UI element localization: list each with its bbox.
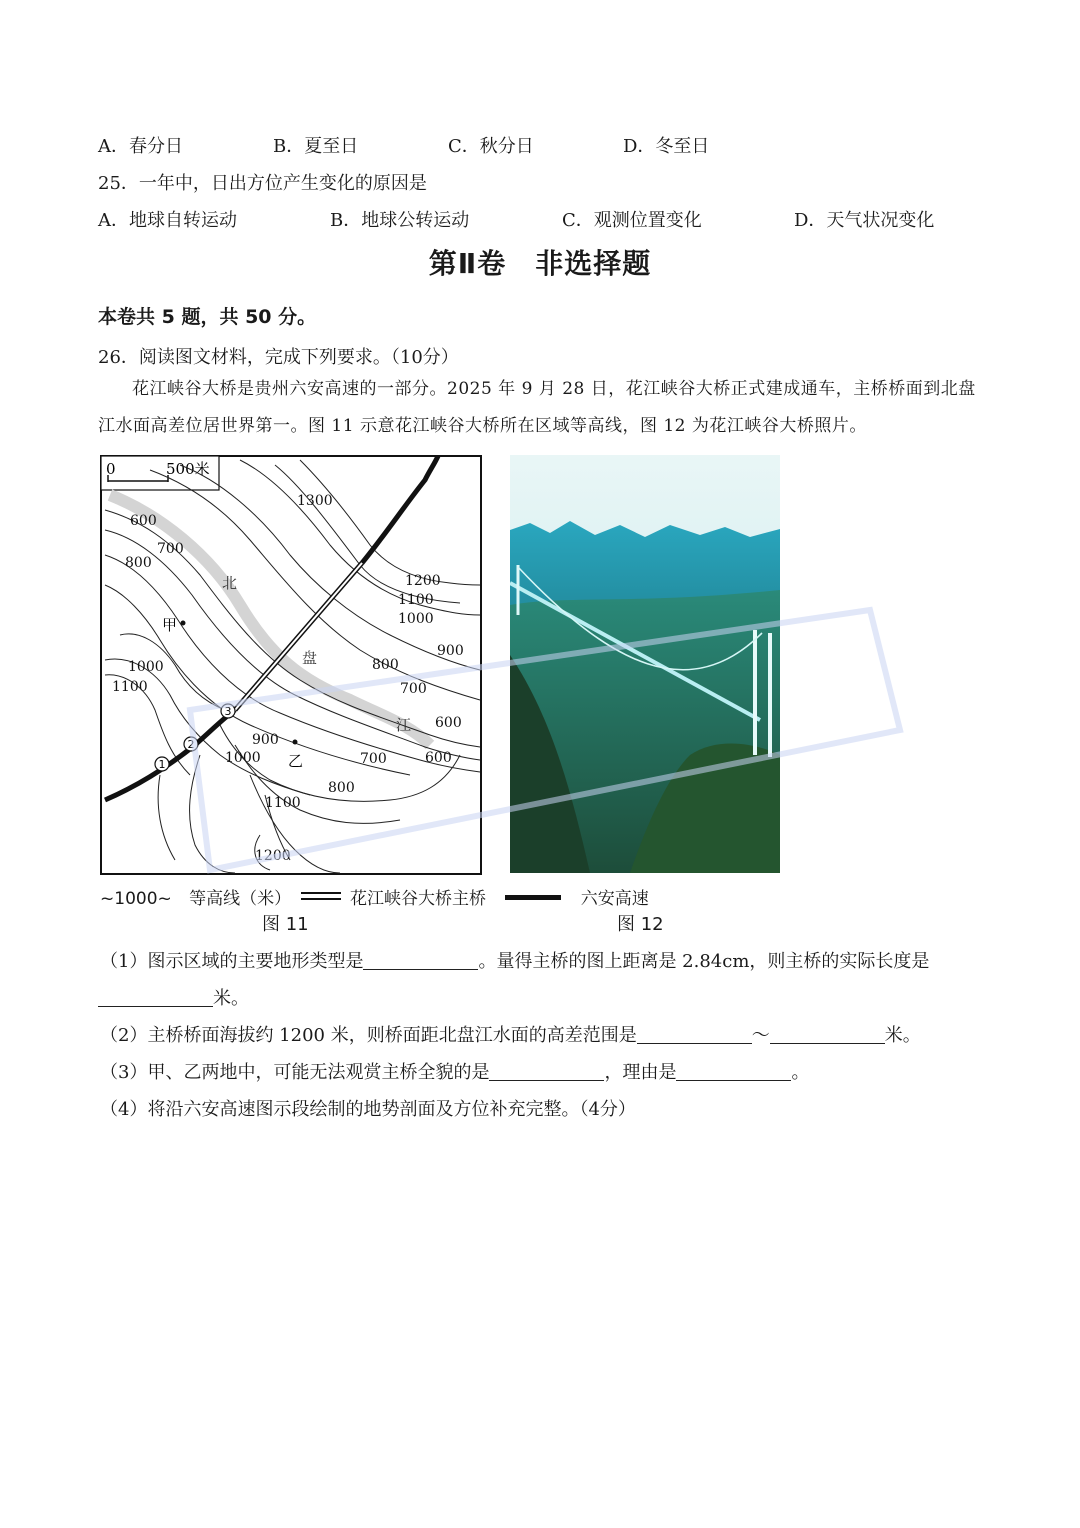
bridge-legend-label: 花江峡谷大桥主桥 <box>349 889 486 909</box>
q24-option-a: A．春分日 <box>98 136 183 157</box>
scale-bar <box>101 456 219 490</box>
bridge-legend-symbol <box>301 892 341 900</box>
q26-sub3: （3）甲、乙两地中，可能无法观赏主桥全貌的是 ，理由是 。 <box>100 1062 810 1083</box>
q25-option-a: A．地球自转运动 <box>98 210 237 231</box>
answer-blank[interactable] <box>98 988 213 1007</box>
contour-label: 1100 <box>398 592 434 608</box>
q26-sub1: （1）图示区域的主要地形类型是 。量得主桥的图上距离是 2.84cm，则主桥的实际长度是 <box>100 951 930 972</box>
river-char: 北 <box>222 574 238 592</box>
scale-zero: 0 <box>106 460 116 478</box>
q25-option-b: B．地球公转运动 <box>330 210 470 231</box>
answer-blank[interactable] <box>770 1025 885 1044</box>
contour-legend-label: 等高线（米） <box>189 889 292 909</box>
contour-label: 1000 <box>128 659 164 675</box>
contour-label: 1300 <box>297 493 333 509</box>
marker-1: 1 <box>158 758 166 771</box>
q24-option-b: B．夏至日 <box>273 136 359 157</box>
marker-3: 3 <box>224 705 232 718</box>
contour-label: 800 <box>372 657 399 673</box>
section-title: 第Ⅱ卷 非选择题 <box>428 247 652 280</box>
place-yi: 乙 <box>288 752 304 770</box>
contour-label: 800 <box>328 780 355 796</box>
q25-option-c: C．观测位置变化 <box>562 210 702 231</box>
q26-paragraph: 花江峡谷大桥是贵州六安高速的一部分。2025 年 9 月 28 日，花江峡谷大桥正式建成通车，主桥桥面到北盘江水面高差位居世界第一。图 11 示意花江峡谷大桥所在区域等高线，图 12 为花江峡谷大桥照片。 <box>98 379 976 436</box>
contour-label: 1100 <box>112 679 148 695</box>
place-jia-dot <box>181 621 186 626</box>
q24-option-c: C．秋分日 <box>448 136 534 157</box>
contour-label: 1200 <box>405 573 441 589</box>
contour-label: 600 <box>425 750 452 766</box>
contour-label: 700 <box>400 681 427 697</box>
contour-label: 700 <box>157 541 184 557</box>
figure-12-bridge-photo <box>510 455 780 873</box>
contour-label: 1000 <box>225 750 261 766</box>
highway-legend-label: 六安高速 <box>580 889 649 909</box>
place-yi-dot <box>293 740 298 745</box>
contour-label: 1000 <box>398 611 434 627</box>
answer-blank[interactable] <box>676 1062 791 1081</box>
contour-legend-symbol: ~1000~ <box>100 889 172 909</box>
figure-11-contour-map <box>100 455 482 875</box>
figure-12-caption: 图 12 <box>617 914 664 935</box>
answer-blank[interactable] <box>489 1062 604 1081</box>
map-legend <box>100 884 649 909</box>
river-char: 盘 <box>302 649 318 667</box>
marker-2: 2 <box>187 738 195 751</box>
scale-label: 500米 <box>166 460 210 478</box>
contour-label: 900 <box>252 732 279 748</box>
contour-label: 1100 <box>265 795 301 811</box>
q25-stem: 25．一年中，日出方位产生变化的原因是 <box>98 173 427 194</box>
contour-label: 600 <box>435 715 462 731</box>
q26-sub1-cont: 米。 <box>98 984 249 1010</box>
river-char: 江 <box>396 716 412 734</box>
q24-option-d: D．冬至日 <box>623 136 710 157</box>
figure-11-caption: 图 11 <box>262 914 309 935</box>
q25-option-d: D．天气状况变化 <box>794 210 935 231</box>
q26-sub2: （2）主桥桥面海拔约 1200 米，则桥面距北盘江水面的高差范围是 ～ 米。 <box>100 1025 921 1046</box>
contour-label: 700 <box>360 751 387 767</box>
contour-label: 600 <box>130 513 157 529</box>
place-jia: 甲 <box>162 616 178 634</box>
section-note: 本卷共 5 题，共 50 分。 <box>98 306 317 328</box>
answer-blank[interactable] <box>363 951 478 970</box>
q26-sub4: （4）将沿六安高速图示段绘制的地势剖面及方位补充完整。（4分） <box>100 1099 636 1120</box>
answer-blank[interactable] <box>637 1025 752 1044</box>
q26-stem: 26．阅读图文材料，完成下列要求。（10分） <box>98 347 459 368</box>
contour-label: 900 <box>437 643 464 659</box>
contour-label: 1200 <box>255 848 291 864</box>
contour-label: 800 <box>125 555 152 571</box>
highway-legend-symbol <box>505 895 561 900</box>
